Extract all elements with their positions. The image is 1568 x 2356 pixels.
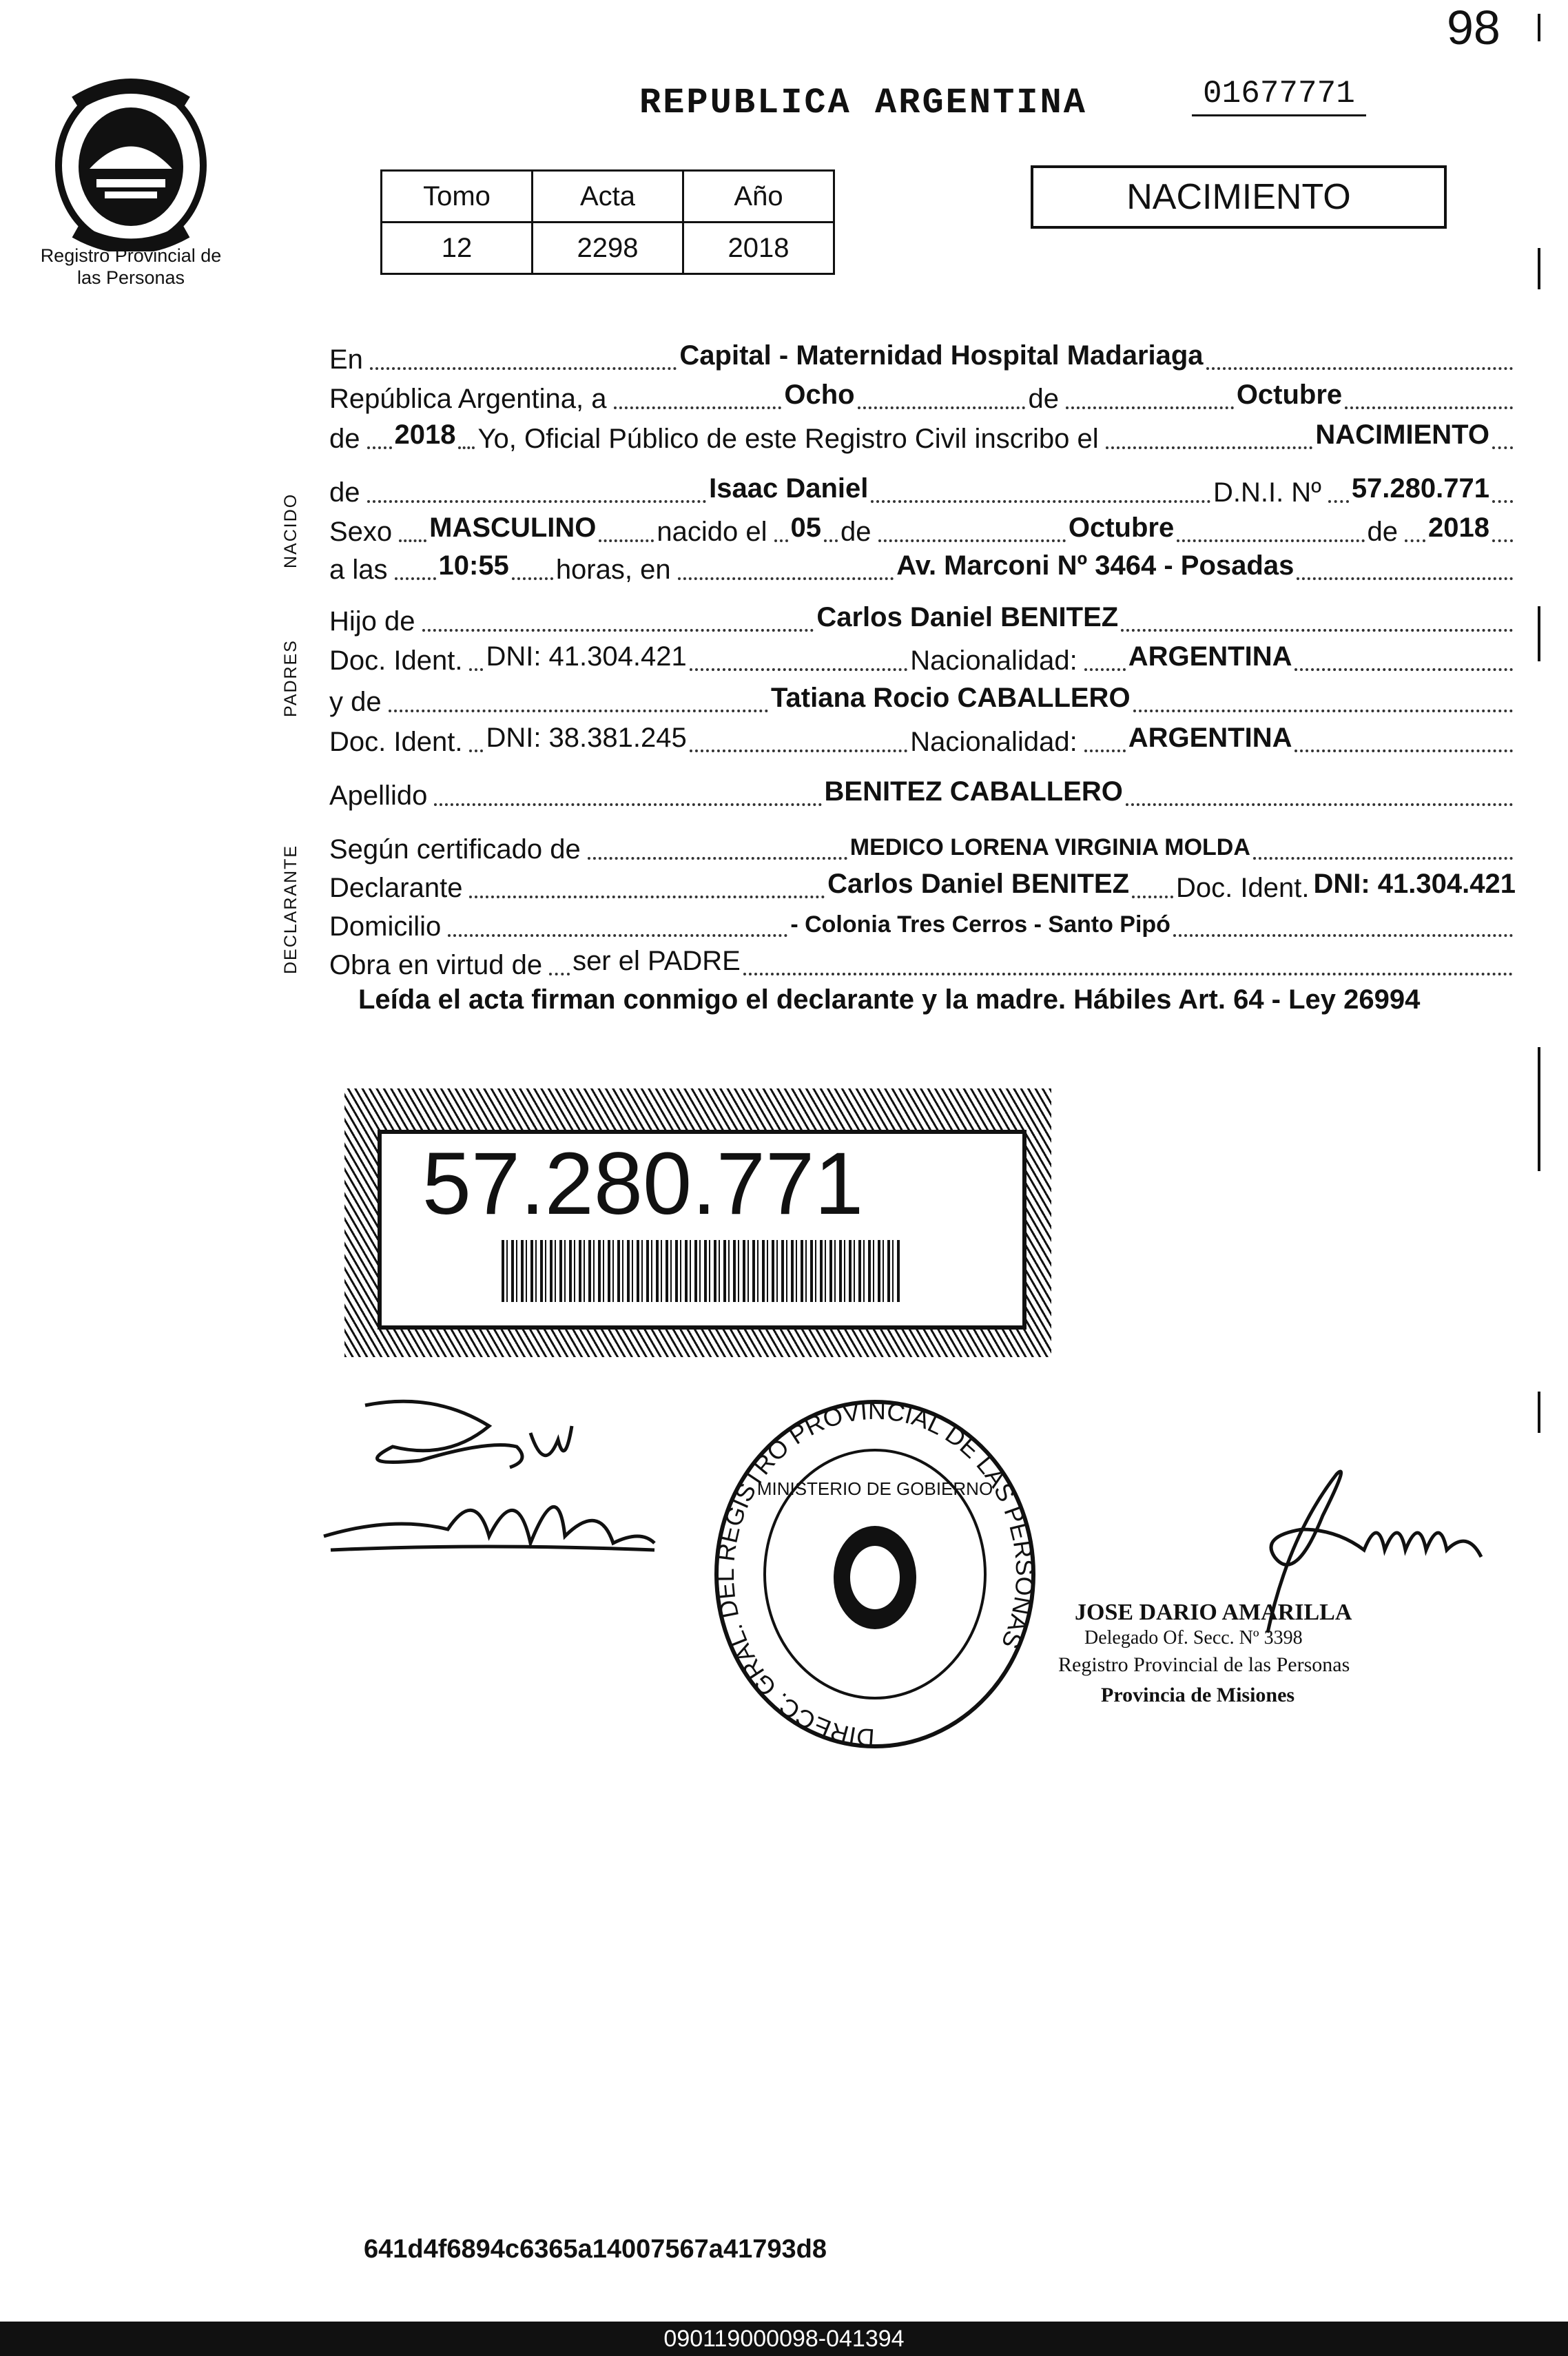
dotted-leader bbox=[367, 500, 707, 503]
line-declarant bbox=[329, 869, 1516, 904]
dotted-leader bbox=[743, 973, 1513, 975]
record-type-box: NACIMIENTO bbox=[1031, 165, 1447, 229]
value-year: 2018 bbox=[394, 420, 456, 450]
dotted-leader bbox=[858, 406, 1026, 409]
dotted-leader bbox=[434, 803, 821, 806]
side-label-declarante: DECLARANTE bbox=[281, 844, 300, 975]
line-year bbox=[329, 420, 1516, 455]
official-name: JOSE DARIO AMARILLA bbox=[1075, 1600, 1352, 1625]
label-de-name: de bbox=[329, 477, 360, 508]
volume-table-value-row bbox=[382, 223, 834, 274]
label-horas-en: horas, en bbox=[555, 555, 671, 585]
dotted-leader bbox=[512, 577, 553, 580]
label-obra-en-virtud: Obra en virtud de bbox=[329, 950, 543, 980]
dotted-leader bbox=[1084, 750, 1126, 752]
barcode bbox=[502, 1240, 901, 1302]
line-certificate bbox=[329, 831, 1516, 865]
footer-code-bar: 090119000098-041394 bbox=[0, 2322, 1568, 2356]
dotted-leader bbox=[1206, 367, 1513, 370]
dotted-leader bbox=[422, 629, 814, 632]
dotted-leader bbox=[1066, 406, 1234, 409]
dotted-leader bbox=[1133, 710, 1513, 712]
dotted-leader bbox=[370, 367, 677, 370]
dotted-leader bbox=[1294, 668, 1513, 671]
value-declarant: Carlos Daniel BENITEZ bbox=[827, 869, 1130, 899]
scan-edge-mark bbox=[1538, 1392, 1540, 1433]
dotted-leader bbox=[678, 577, 894, 580]
value-time: 10:55 bbox=[438, 550, 509, 581]
dotted-leader bbox=[1492, 539, 1513, 542]
label-de-birth: de bbox=[840, 517, 871, 547]
line-capacity bbox=[329, 947, 1516, 981]
dotted-leader bbox=[1492, 446, 1513, 449]
closing-statement: Leída el acta firman conmigo el declarante y la madre. Hábiles Art. 64 - Ley 26994 bbox=[358, 984, 1421, 1015]
value-certificate: MEDICO LORENA VIRGINIA MOLDA bbox=[849, 834, 1250, 860]
dotted-leader bbox=[367, 446, 392, 449]
value-mother-doc: DNI: 38.381.245 bbox=[486, 723, 687, 753]
value-dni: 57.280.771 bbox=[1351, 473, 1490, 504]
label-republica: República Argentina, a bbox=[329, 384, 607, 414]
label-a-las: a las bbox=[329, 555, 388, 585]
volume-table-header-row bbox=[382, 171, 834, 223]
value-father-nationality: ARGENTINA bbox=[1128, 641, 1292, 672]
scan-edge-mark bbox=[1538, 14, 1540, 41]
label-declarant-doc: Doc. Ident. bbox=[1176, 873, 1310, 903]
dotted-leader bbox=[469, 896, 825, 898]
value-surname: BENITEZ CABALLERO bbox=[824, 776, 1123, 807]
dotted-leader bbox=[1253, 857, 1513, 860]
value-sexo: MASCULINO bbox=[429, 513, 597, 543]
dotted-leader bbox=[690, 750, 908, 752]
dotted-leader bbox=[448, 934, 787, 937]
side-label-nacido: NACIDO bbox=[281, 493, 300, 568]
dotted-leader bbox=[871, 500, 1210, 503]
value-mother: Tatiana Rocio CABALLERO bbox=[771, 683, 1131, 713]
value-birth-place: Av. Marconi Nº 3464 - Posadas bbox=[896, 550, 1294, 581]
volume-header-acta: Acta bbox=[533, 171, 683, 223]
serial-number: 01677771 bbox=[1192, 76, 1366, 116]
volume-value-ano: 2018 bbox=[683, 223, 834, 274]
label-segun-certificado: Según certificado de bbox=[329, 834, 581, 865]
registry-name: Registro Provincial de las Personas bbox=[40, 245, 222, 288]
value-registered: NACIMIENTO bbox=[1315, 420, 1489, 450]
value-birth-month: Octubre bbox=[1068, 513, 1175, 543]
line-date bbox=[329, 380, 1516, 415]
label-apellido: Apellido bbox=[329, 781, 428, 811]
value-birth-day: 05 bbox=[790, 513, 822, 543]
dotted-leader bbox=[599, 539, 654, 542]
label-domicilio: Domicilio bbox=[329, 911, 442, 942]
scan-edge-mark bbox=[1538, 248, 1540, 289]
dotted-leader bbox=[1084, 668, 1126, 671]
label-hijo-de: Hijo de bbox=[329, 606, 415, 637]
dotted-leader bbox=[1177, 539, 1364, 542]
official-province: Provincia de Misiones bbox=[1101, 1684, 1295, 1706]
value-name: Isaac Daniel bbox=[709, 473, 869, 504]
label-y-de: y de bbox=[329, 687, 382, 717]
label-doc-ident: Doc. Ident. bbox=[329, 727, 463, 757]
dotted-leader bbox=[1294, 750, 1513, 752]
value-mother-nationality: ARGENTINA bbox=[1128, 723, 1292, 753]
label-doc-ident: Doc. Ident. bbox=[329, 645, 463, 676]
dotted-leader bbox=[549, 973, 570, 975]
label-de: de bbox=[1028, 384, 1059, 414]
value-father: Carlos Daniel BENITEZ bbox=[816, 602, 1119, 632]
value-father-doc: DNI: 41.304.421 bbox=[486, 641, 687, 672]
label-nacido-el: nacido el bbox=[657, 517, 767, 547]
dotted-leader bbox=[395, 577, 436, 580]
label-nacionalidad: Nacionalidad: bbox=[910, 727, 1077, 757]
scan-edge-mark bbox=[1538, 1047, 1540, 1171]
dotted-leader bbox=[878, 539, 1066, 542]
label-de-birth-year: de bbox=[1367, 517, 1399, 547]
label-en: En bbox=[329, 344, 363, 375]
label-nacionalidad: Nacionalidad: bbox=[910, 645, 1077, 676]
label-de-year: de bbox=[329, 424, 360, 454]
dotted-leader bbox=[1173, 934, 1513, 937]
line-place bbox=[329, 341, 1516, 375]
line-father bbox=[329, 603, 1516, 637]
dotted-leader bbox=[1345, 406, 1513, 409]
line-mother-doc bbox=[329, 723, 1516, 758]
dotted-leader bbox=[389, 710, 768, 712]
dotted-leader bbox=[588, 857, 847, 860]
document-title: REPUBLICA ARGENTINA bbox=[639, 83, 1087, 123]
line-address bbox=[329, 908, 1516, 942]
dotted-leader bbox=[469, 750, 483, 752]
volume-value-tomo: 12 bbox=[382, 223, 533, 274]
line-surname bbox=[329, 777, 1516, 812]
dotted-leader bbox=[399, 539, 426, 542]
dotted-leader bbox=[614, 406, 782, 409]
volume-header-ano: Año bbox=[683, 171, 834, 223]
label-officer-text: Yo, Oficial Público de este Registro Civil inscribo el bbox=[477, 424, 1099, 454]
document-hash: 641d4f6894c6365a14007567a41793d8 bbox=[364, 2235, 827, 2264]
value-address: - Colonia Tres Cerros - Santo Pipó bbox=[790, 911, 1170, 938]
volume-value-acta: 2298 bbox=[533, 223, 683, 274]
value-month: Octubre bbox=[1236, 380, 1343, 410]
dotted-leader bbox=[690, 668, 908, 671]
stamp-inner-text: MINISTERIO DE GOBIERNO bbox=[756, 1478, 993, 1499]
dotted-leader bbox=[469, 668, 483, 671]
side-label-padres: PADRES bbox=[281, 639, 300, 718]
official-title: Delegado Of. Secc. Nº 3398 bbox=[1084, 1627, 1303, 1649]
dotted-leader bbox=[1328, 500, 1349, 503]
value-declarant-doc: DNI: 41.304.421 bbox=[1313, 869, 1516, 899]
dotted-leader bbox=[824, 539, 838, 542]
value-day: Ocho bbox=[784, 380, 855, 410]
dotted-leader bbox=[1121, 629, 1513, 632]
value-capacity: ser el PADRE bbox=[572, 946, 741, 976]
scan-edge-mark bbox=[1538, 606, 1540, 661]
dotted-leader bbox=[1405, 539, 1425, 542]
dotted-leader bbox=[1106, 446, 1313, 449]
provincial-seal-logo bbox=[48, 76, 214, 251]
stamp-ring-text: DIRECC. GRAL. DEL REGISTRO PROVINCIAL DE LAS PERSONAS bbox=[710, 1398, 1040, 1753]
dni-sticker-number: 57.280.771 bbox=[422, 1135, 864, 1233]
official-office: Registro Provincial de las Personas bbox=[1058, 1653, 1350, 1676]
line-name bbox=[329, 474, 1516, 508]
declarant-signature bbox=[310, 1378, 668, 1584]
label-dni: D.N.I. Nº bbox=[1213, 477, 1321, 508]
line-father-doc bbox=[329, 642, 1516, 676]
page-number: 98 bbox=[1447, 1, 1500, 54]
volume-table bbox=[380, 169, 835, 275]
dotted-leader bbox=[1126, 803, 1513, 806]
line-time-place bbox=[329, 551, 1516, 586]
label-sexo: Sexo bbox=[329, 517, 393, 547]
dotted-leader bbox=[1492, 500, 1513, 503]
dotted-leader bbox=[774, 539, 788, 542]
dotted-leader bbox=[1297, 577, 1513, 580]
dotted-leader bbox=[458, 446, 475, 449]
label-declarante: Declarante bbox=[329, 873, 463, 903]
volume-header-tomo: Tomo bbox=[382, 171, 533, 223]
line-mother bbox=[329, 683, 1516, 718]
line-sex-birthdate bbox=[329, 513, 1516, 548]
dotted-leader bbox=[1132, 896, 1173, 898]
official-stamp bbox=[710, 1398, 1040, 1757]
value-place: Capital - Maternidad Hospital Madariaga bbox=[679, 340, 1204, 371]
value-birth-year: 2018 bbox=[1428, 513, 1490, 543]
